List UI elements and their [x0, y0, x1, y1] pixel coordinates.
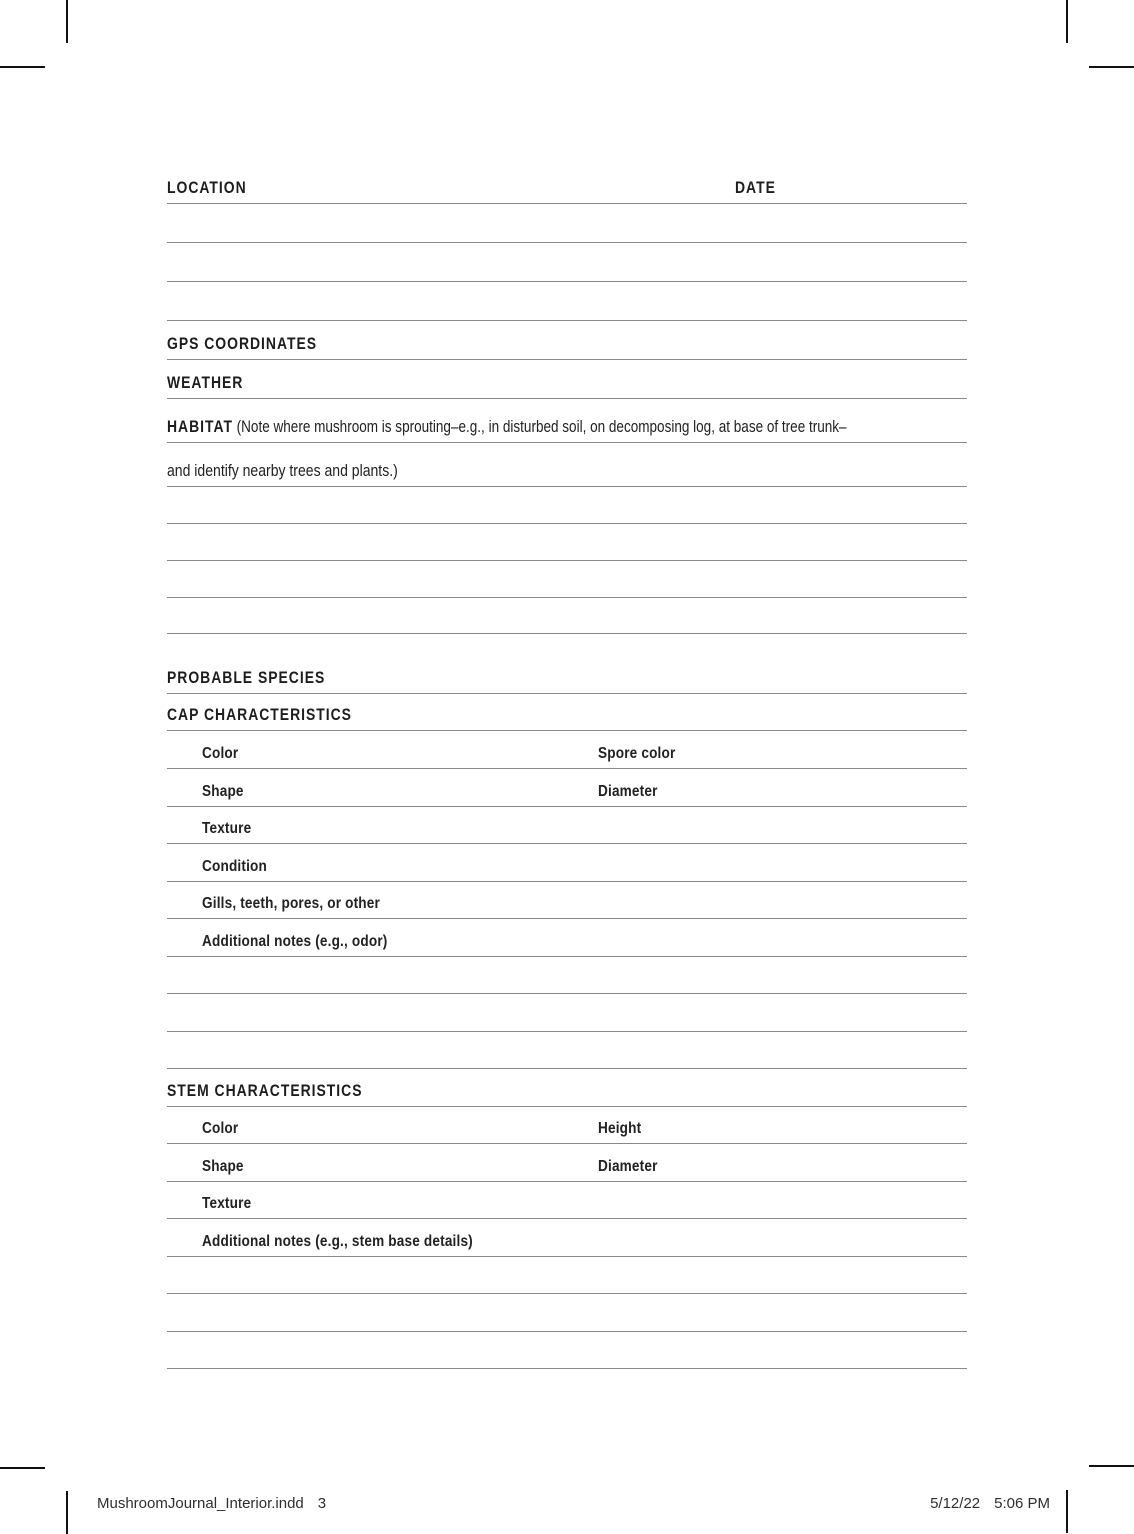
probable-species-label: PROBABLE SPECIES — [167, 668, 326, 687]
footer-filename: MushroomJournal_Interior.indd — [97, 1495, 304, 1512]
crop-mark-top-right-vertical — [1066, 0, 1068, 43]
crop-mark-bottom-right-horizontal — [1089, 1465, 1134, 1467]
crop-mark-top-right-horizontal — [1089, 66, 1134, 68]
stem-characteristics-heading-row — [167, 1072, 967, 1107]
stem-texture-label: Texture — [202, 1195, 252, 1212]
blank-write-line — [167, 1259, 967, 1294]
blank-write-line — [167, 286, 967, 321]
stem-height-label: Height — [598, 1120, 642, 1137]
cap-diameter-label: Diameter — [598, 783, 658, 800]
cap-characteristics-heading-row — [167, 696, 967, 731]
habitat-note-line2: and identify nearby trees and plants.) — [167, 462, 398, 480]
weather-row — [167, 364, 967, 399]
probable-species-row — [167, 659, 967, 694]
blank-write-line — [167, 489, 967, 524]
crop-mark-top-left-horizontal — [0, 66, 45, 68]
crop-mark-bottom-left-vertical — [66, 1491, 68, 1534]
cap-color-row — [167, 734, 967, 769]
date-label: DATE — [735, 178, 776, 197]
blank-write-line — [167, 1034, 967, 1069]
stem-notes-label: Additional notes (e.g., stem base details) — [202, 1233, 473, 1250]
location-date-row — [167, 169, 967, 204]
gps-coordinates-row — [167, 325, 967, 360]
weather-label: WEATHER — [167, 373, 244, 392]
location-label: LOCATION — [167, 178, 247, 197]
crop-mark-bottom-right-vertical — [1066, 1490, 1068, 1533]
blank-write-line — [167, 599, 967, 634]
cap-texture-label: Texture — [202, 820, 252, 837]
cap-shape-row — [167, 772, 967, 807]
footer-timestamp — [930, 1495, 1050, 1512]
cap-color-label: Color — [202, 745, 239, 762]
blank-write-line — [167, 959, 967, 994]
cap-notes-row — [167, 922, 967, 957]
crop-mark-bottom-left-horizontal — [0, 1467, 45, 1469]
footer-page-number: 3 — [317, 1495, 327, 1512]
stem-shape-label: Shape — [202, 1158, 244, 1175]
cap-texture-row — [167, 809, 967, 844]
habitat-note-line1: (Note where mushroom is sprouting–e.g., in disturbed soil, on decomposing log, at base of tree trunk– — [236, 418, 847, 436]
stem-color-label: Color — [202, 1120, 239, 1137]
stem-notes-row — [167, 1222, 967, 1257]
blank-write-line — [167, 563, 967, 598]
habitat-row — [167, 408, 967, 443]
blank-write-line — [167, 997, 967, 1032]
cap-shape-label: Shape — [202, 783, 244, 800]
stem-color-row — [167, 1109, 967, 1144]
cap-notes-label: Additional notes (e.g., odor) — [202, 933, 388, 950]
blank-write-line — [167, 208, 967, 243]
stem-texture-row — [167, 1184, 967, 1219]
cap-condition-row — [167, 847, 967, 882]
blank-write-line — [167, 247, 967, 282]
habitat-note-row — [167, 452, 967, 487]
cap-characteristics-label: CAP CHARACTERISTICS — [167, 705, 352, 724]
stem-diameter-label: Diameter — [598, 1158, 658, 1175]
stem-characteristics-label: STEM CHARACTERISTICS — [167, 1081, 363, 1100]
blank-write-line — [167, 526, 967, 561]
habitat-label: HABITAT — [167, 417, 233, 436]
blank-write-line — [167, 1334, 967, 1369]
stem-shape-row — [167, 1147, 967, 1182]
cap-spore-color-label: Spore color — [598, 745, 676, 762]
footer-date: 5/12/22 — [930, 1495, 981, 1512]
gps-coordinates-label: GPS COORDINATES — [167, 334, 318, 353]
blank-write-line — [167, 1297, 967, 1332]
footer-time: 5:06 PM — [994, 1495, 1050, 1512]
crop-mark-top-left-vertical — [66, 0, 68, 43]
cap-gills-row — [167, 884, 967, 919]
cap-gills-label: Gills, teeth, pores, or other — [202, 895, 380, 912]
footer-slug — [97, 1495, 326, 1512]
cap-condition-label: Condition — [202, 858, 267, 875]
